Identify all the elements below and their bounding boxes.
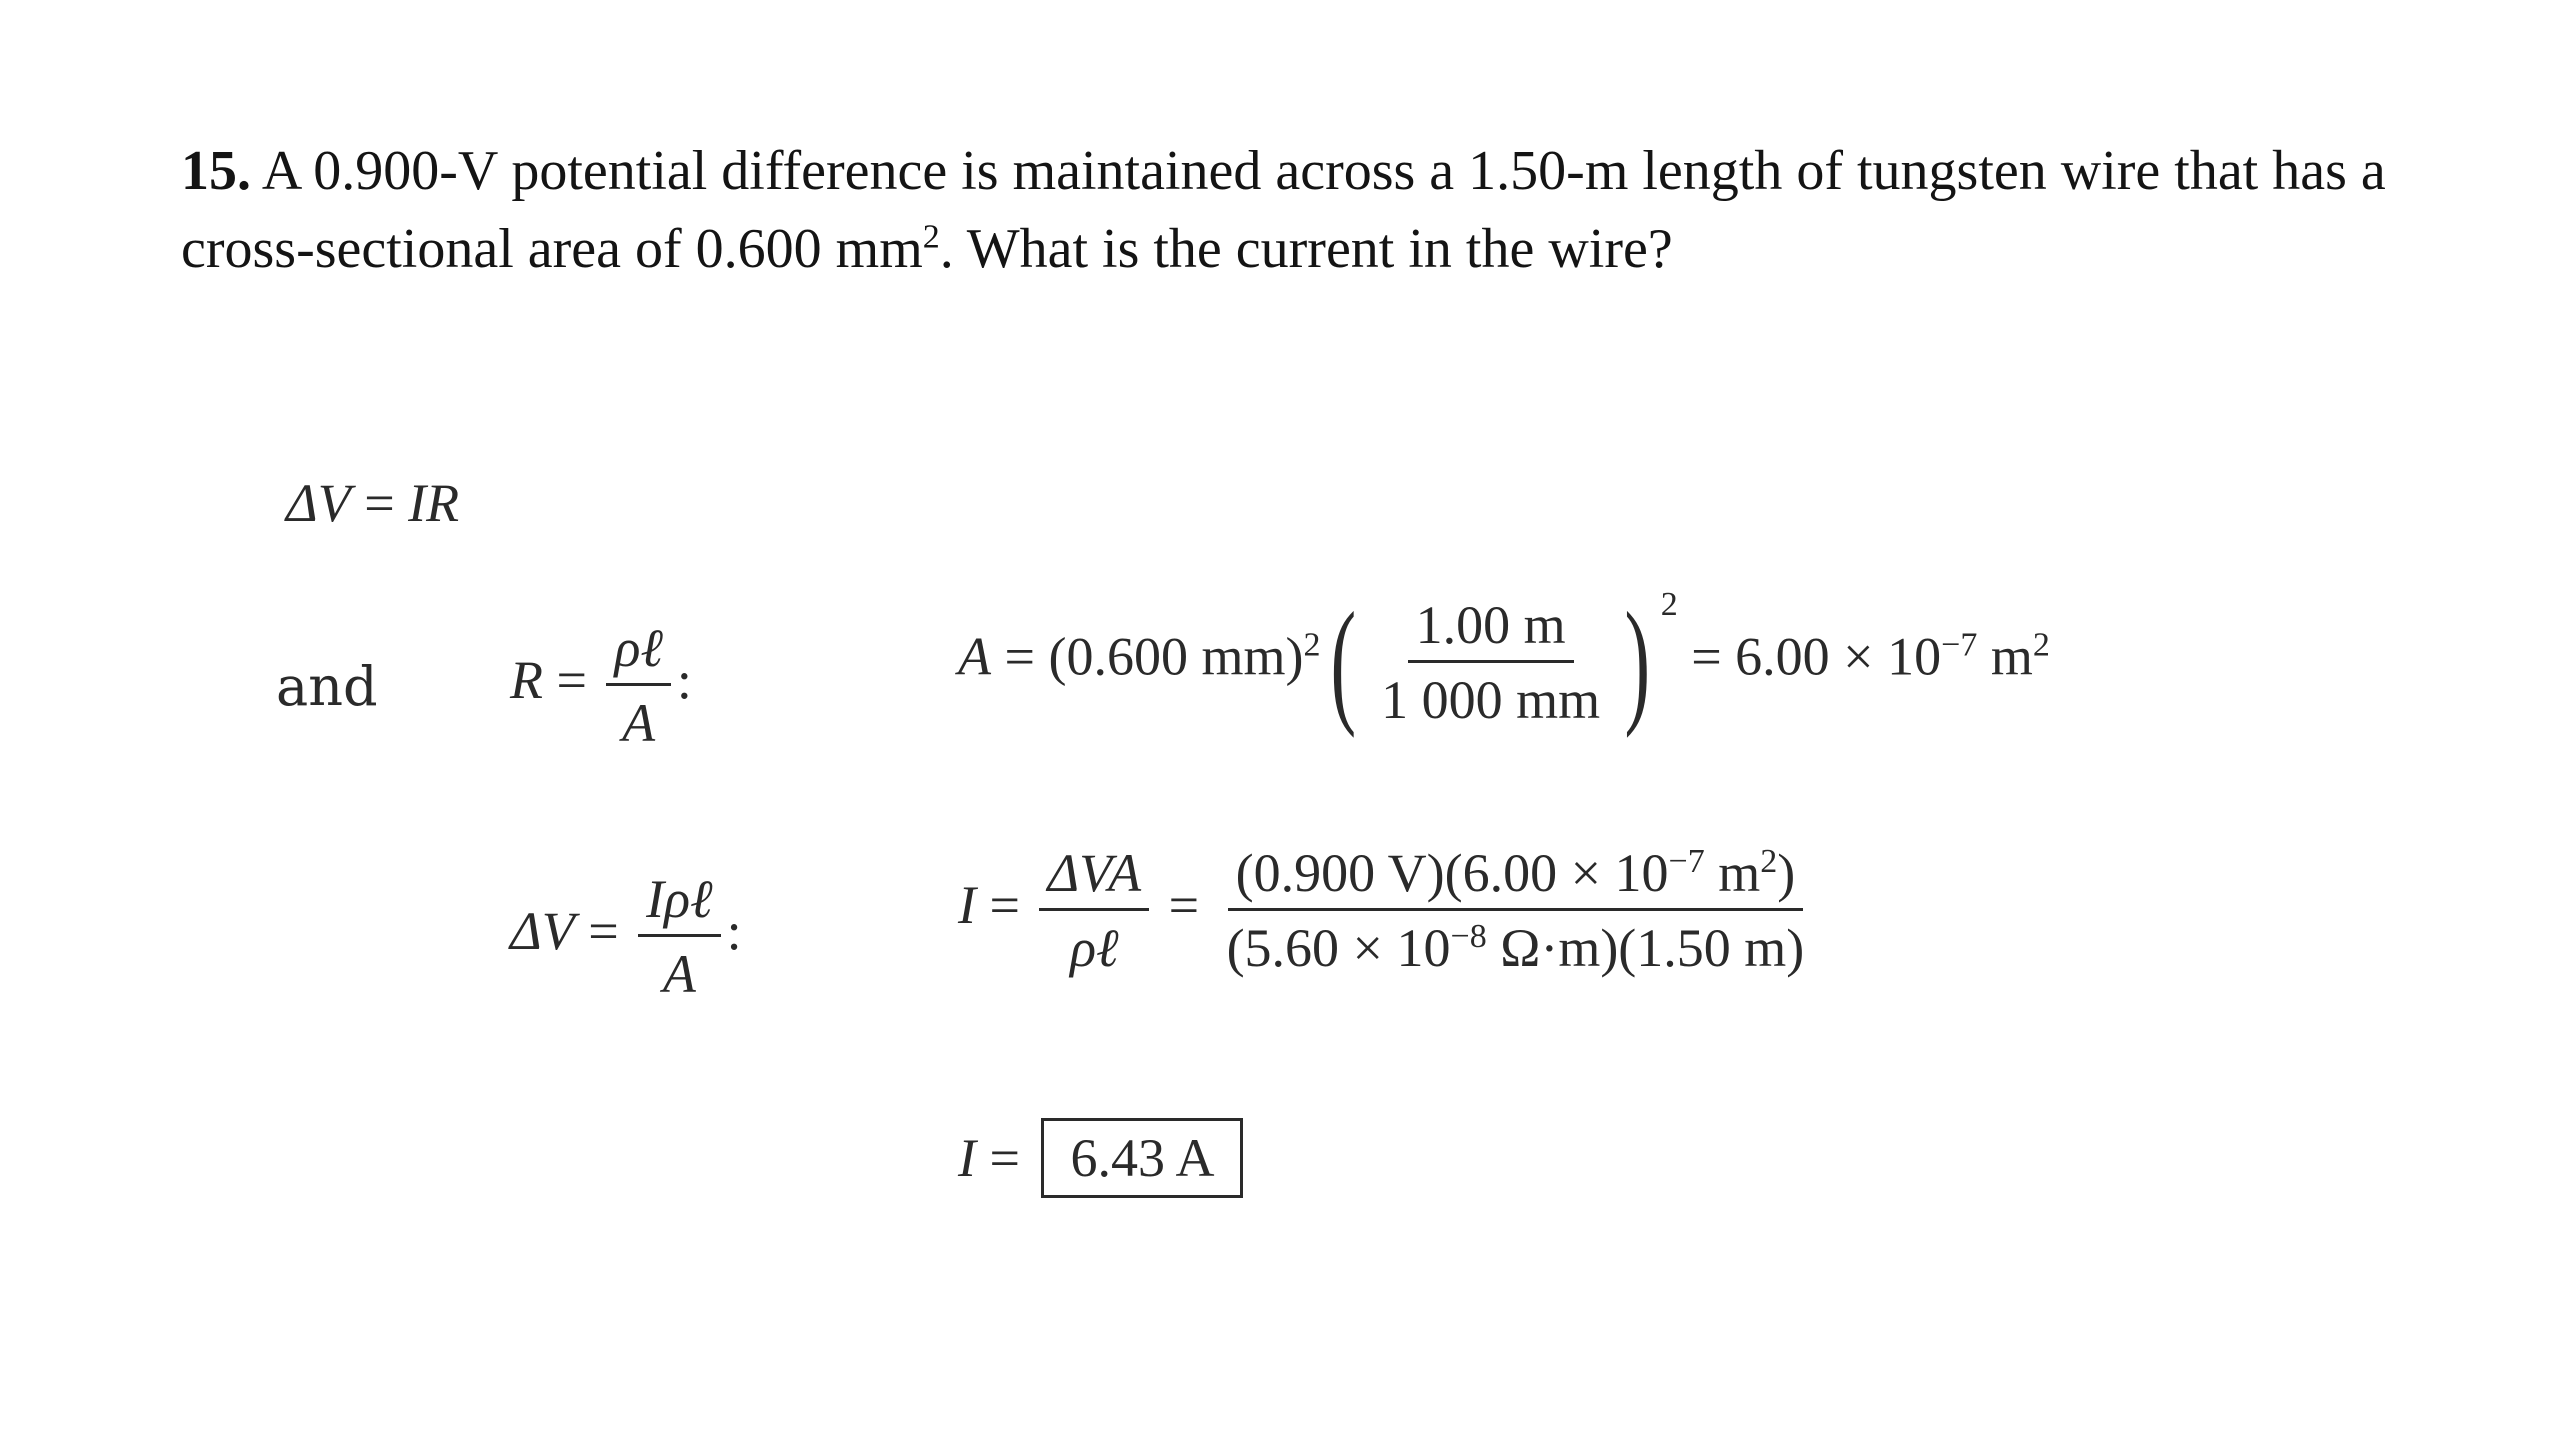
eq2-equals: = — [543, 649, 601, 710]
equation-final-answer — [958, 1118, 1243, 1198]
eq5-numeric-fraction — [1219, 842, 1813, 979]
eq5-numerator: ΔVA — [1039, 842, 1149, 911]
problem-statement — [181, 132, 2431, 288]
eq4-numerator: Iρℓ — [638, 868, 720, 937]
eq5-symbolic-fraction — [1039, 842, 1149, 979]
eq5-numeric-numerator — [1228, 842, 1804, 911]
eq3-conv-numerator: 1.00 m — [1408, 594, 1574, 663]
eq3-result-unit: m — [1977, 626, 2033, 687]
problem-text-superscript: 2 — [922, 218, 940, 256]
problem-text-part1: A 0.900-V potential difference is maintained across a 1.50-m length of tungsten wire that has a cross-sectional area of 0.600 mm — [181, 140, 2386, 280]
eq3-result-prefix: = 6.00 × 10 — [1677, 626, 1942, 687]
and-label: and — [276, 655, 378, 718]
eq2-lhs: R — [510, 649, 543, 710]
eq6-equals: = — [975, 1128, 1034, 1188]
eq5-den-value-exp: −8 — [1450, 918, 1487, 955]
equation-resistance — [510, 617, 692, 754]
eq3-result-unit-exp: 2 — [2032, 626, 2050, 664]
eq5-den-value-a: (5.60 × 10 — [1226, 918, 1451, 978]
eq5-lhs: I — [958, 874, 976, 935]
eq3-result-exp: −7 — [1941, 626, 1978, 664]
eq5-equals: = — [975, 874, 1034, 935]
equation-area-conversion — [958, 584, 2050, 739]
problem-text-part2: . What is the current in the wire? — [939, 218, 1673, 280]
eq5-num-value-a: (0.900 V)(6.00 × 10 — [1235, 843, 1669, 903]
eq1-equals: = — [350, 473, 409, 533]
final-answer-box: 6.43 A — [1041, 1118, 1243, 1198]
eq5-denominator: ρℓ — [1070, 918, 1119, 978]
eq1-delta-v: ΔV — [286, 473, 351, 533]
eq2-denominator: A — [622, 693, 656, 753]
equation-ohms-law — [286, 472, 459, 534]
equation-voltage-substituted — [510, 868, 742, 1005]
eq3-conv-denominator: 1 000 mm — [1381, 669, 1601, 730]
eq5-num-value-exp: −7 — [1668, 843, 1705, 880]
eq2-numerator: ρℓ — [606, 617, 670, 686]
eq3-open-paren: ( — [1330, 584, 1357, 739]
eq3-conv-exp: 2 — [1660, 586, 1678, 624]
eq3-close-paren: ) — [1624, 584, 1651, 739]
eq3-conversion-fraction — [1373, 594, 1608, 731]
eq3-base: (0.600 mm) — [1048, 626, 1304, 687]
eq4-denominator: A — [662, 944, 696, 1004]
eq4-suffix: : — [726, 900, 742, 961]
eq1-rhs: IR — [408, 473, 460, 533]
eq6-lhs: I — [958, 1128, 976, 1188]
eq5-num-unit-exp: 2 — [1760, 843, 1778, 880]
eq4-fraction — [638, 868, 720, 1005]
eq5-den-value-b: Ω·m)(1.50 m) — [1486, 918, 1805, 978]
eq2-suffix: : — [676, 649, 692, 710]
eq3-base-exp: 2 — [1303, 626, 1321, 664]
eq5-num-value-close: ) — [1777, 843, 1796, 903]
eq5-num-value-b: m — [1704, 843, 1761, 903]
eq2-fraction — [606, 617, 670, 754]
eq5-numeric-denominator — [1219, 911, 1813, 979]
eq3-equals: = — [991, 626, 1049, 687]
eq4-lhs: ΔV — [510, 900, 575, 961]
eq5-equals2: = — [1155, 874, 1213, 935]
eq4-equals: = — [574, 900, 633, 961]
problem-number: 15. — [181, 140, 251, 202]
equation-current-solution — [958, 842, 1818, 979]
eq3-lhs: A — [958, 626, 991, 687]
